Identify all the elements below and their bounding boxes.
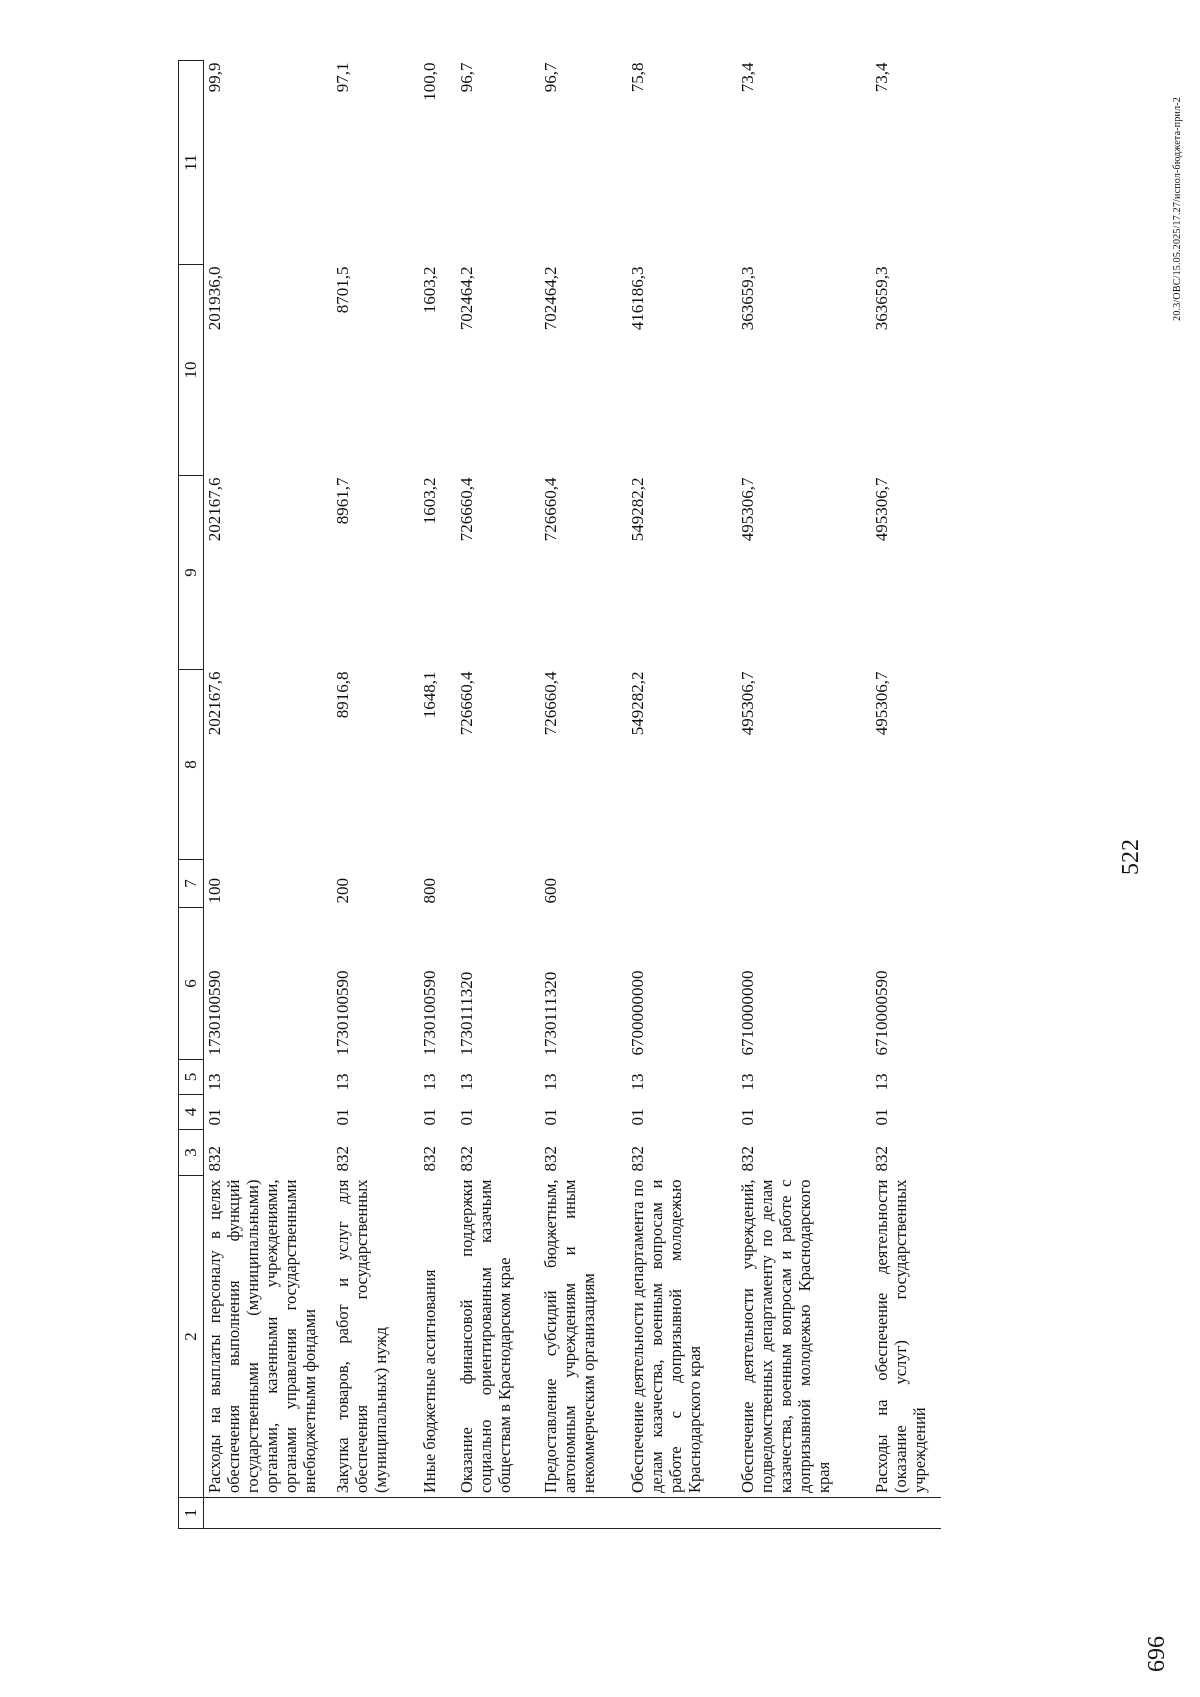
expense-name-cell: Иные бюджетные ассигнования — [419, 1269, 439, 1493]
budget-table — [178, 60, 941, 1529]
refined-amount-cell: 726660,4 — [540, 477, 560, 542]
execution-percent-cell: 100,0 — [419, 62, 439, 101]
ministry-code-cell: 832 — [737, 1146, 757, 1172]
expense-type-cell — [737, 860, 871, 908]
table-row — [627, 61, 737, 1529]
subsection-code-cell: 13 — [737, 1073, 757, 1091]
ministry-code-cell: 832 — [205, 1146, 224, 1172]
row-index-cell — [871, 1498, 941, 1529]
subsection-code-cell: 13 — [205, 1073, 224, 1091]
section-code-cell: 01 — [456, 1108, 476, 1126]
execution-percent-cell: 75,8 — [627, 62, 647, 93]
expense-type-cell: 600 — [540, 878, 560, 904]
column-header: 10 — [179, 265, 204, 476]
executed-amount-cell: 702464,2 — [540, 266, 560, 331]
table-row — [540, 61, 627, 1529]
column-header: 3 — [179, 1130, 204, 1176]
executed-amount-cell: 8701,5 — [332, 266, 352, 314]
section-code-cell: 01 — [205, 1108, 224, 1126]
execution-percent-cell: 97,1 — [332, 62, 352, 93]
approved-amount-cell: 726660,4 — [456, 671, 476, 736]
row-index-cell — [419, 1498, 456, 1529]
execution-percent-cell: 96,7 — [540, 62, 560, 93]
ministry-code-cell: 832 — [419, 1146, 439, 1172]
ministry-code-cell: 832 — [332, 1146, 352, 1172]
subsection-code-cell: 13 — [627, 1073, 647, 1091]
approved-amount-cell: 726660,4 — [540, 671, 560, 736]
expense-name-cell: Обеспечение деятельности департамента по делам казачества, военным вопросам и работе с допризывной молодежью Краснодарского края — [627, 1179, 704, 1493]
expense-type-cell — [627, 860, 737, 908]
expense-type-cell — [456, 860, 540, 908]
column-header: 2 — [179, 1176, 204, 1498]
table-row — [419, 61, 456, 1529]
table-row — [204, 61, 332, 1529]
expense-type-cell: 200 — [332, 878, 352, 904]
row-index-cell — [332, 1498, 419, 1529]
row-index-cell — [627, 1498, 737, 1529]
target-article-cell: 6710000000 — [737, 970, 757, 1056]
target-article-cell: 6710000590 — [871, 970, 891, 1056]
expense-name-cell: Расходы на выплаты персоналу в целях обеспечения выполнения функций государственными (муниципальными) органами, казенными учреждениями, органами управления государственными внебюджетными фондами — [205, 1179, 319, 1493]
ministry-code-cell: 832 — [540, 1146, 560, 1172]
column-header: 1 — [179, 1498, 204, 1529]
approved-amount-cell: 202167,6 — [205, 671, 224, 736]
section-code-cell: 01 — [737, 1108, 757, 1126]
subsection-code-cell: 13 — [871, 1073, 891, 1091]
expense-type-cell: 800 — [419, 878, 439, 904]
subsection-code-cell: 13 — [456, 1073, 476, 1091]
expense-name-cell: Расходы на обеспечение деятельности (оказание услуг) государственных учреждений — [871, 1179, 929, 1493]
target-article-cell: 1730100590 — [332, 970, 352, 1056]
execution-percent-cell: 99,9 — [205, 62, 224, 93]
target-article-cell: 1730111320 — [456, 971, 476, 1056]
executed-amount-cell: 1603,2 — [419, 266, 439, 314]
page-number-bottom: 696 — [1144, 1636, 1170, 1672]
execution-percent-cell: 73,4 — [737, 62, 757, 93]
execution-percent-cell: 96,7 — [456, 62, 476, 93]
section-code-cell: 01 — [332, 1108, 352, 1126]
target-article-cell: 1730100590 — [419, 970, 439, 1056]
column-header: 9 — [179, 476, 204, 670]
refined-amount-cell: 8961,7 — [332, 477, 352, 525]
expense-type-cell: 100 — [205, 878, 224, 904]
column-header: 5 — [179, 1060, 204, 1095]
refined-amount-cell: 495306,7 — [737, 477, 757, 542]
column-header: 11 — [179, 61, 204, 265]
approved-amount-cell: 1648,1 — [419, 671, 439, 719]
table-row — [871, 61, 941, 1529]
executed-amount-cell: 201936,0 — [205, 266, 224, 331]
ministry-code-cell: 832 — [871, 1146, 891, 1172]
executed-amount-cell: 363659,3 — [737, 266, 757, 331]
column-header: 7 — [179, 860, 204, 908]
approved-amount-cell: 549282,2 — [627, 671, 647, 736]
expense-name-cell: Предоставление субсидий бюджетным, автономным учреждениям и иным некоммерческим организациям — [540, 1179, 598, 1493]
target-article-cell: 1730100590 — [205, 970, 224, 1056]
table-row — [456, 61, 540, 1529]
target-article-cell: 6700000000 — [627, 970, 647, 1056]
expense-name-cell: Оказание финансовой поддержки социально ориентированным казачьим обществам в Краснодарском крае — [456, 1179, 514, 1493]
section-code-cell: 01 — [540, 1108, 560, 1126]
table-row — [332, 61, 419, 1529]
row-index-cell — [204, 1498, 332, 1529]
approved-amount-cell: 8916,8 — [332, 671, 352, 719]
column-header: 8 — [179, 670, 204, 860]
page-number-top: 522 — [1118, 839, 1144, 875]
table-row — [737, 61, 871, 1529]
section-code-cell: 01 — [871, 1108, 891, 1126]
refined-amount-cell: 1603,2 — [419, 477, 439, 525]
refined-amount-cell: 549282,2 — [627, 477, 647, 542]
expense-name-cell: Обеспечение деятельности учреждений, подведомственных департаменту по делам казачества, военным вопросам и работе с допризывной молодежью Краснодарского края — [737, 1179, 833, 1493]
row-index-cell — [456, 1498, 540, 1529]
subsection-code-cell: 13 — [540, 1073, 560, 1091]
document-code: 20.3/ОВС/15.05.2025/17.27/испол-бюджета-прил-2 — [1172, 97, 1183, 321]
executed-amount-cell: 416186,3 — [627, 266, 647, 331]
refined-amount-cell: 726660,4 — [456, 477, 476, 542]
ministry-code-cell: 832 — [456, 1146, 476, 1172]
target-article-cell: 1730111320 — [540, 971, 560, 1056]
refined-amount-cell: 202167,6 — [205, 477, 224, 542]
expense-name-cell: Закупка товаров, работ и услуг для обеспечения государственных (муниципальных) нужд — [332, 1179, 390, 1493]
column-header: 6 — [179, 908, 204, 1060]
execution-percent-cell: 73,4 — [871, 62, 891, 93]
subsection-code-cell: 13 — [332, 1073, 352, 1091]
section-code-cell: 01 — [419, 1108, 439, 1126]
section-code-cell: 01 — [627, 1108, 647, 1126]
subsection-code-cell: 13 — [419, 1073, 439, 1091]
refined-amount-cell: 495306,7 — [871, 477, 891, 542]
approved-amount-cell: 495306,7 — [871, 671, 891, 736]
ministry-code-cell: 832 — [627, 1146, 647, 1172]
expense-type-cell — [871, 860, 941, 908]
column-header: 4 — [179, 1095, 204, 1130]
approved-amount-cell: 495306,7 — [737, 671, 757, 736]
table-header-row — [179, 61, 204, 1529]
executed-amount-cell: 702464,2 — [456, 266, 476, 331]
row-index-cell — [540, 1498, 627, 1529]
row-index-cell — [737, 1498, 871, 1529]
executed-amount-cell: 363659,3 — [871, 266, 891, 331]
